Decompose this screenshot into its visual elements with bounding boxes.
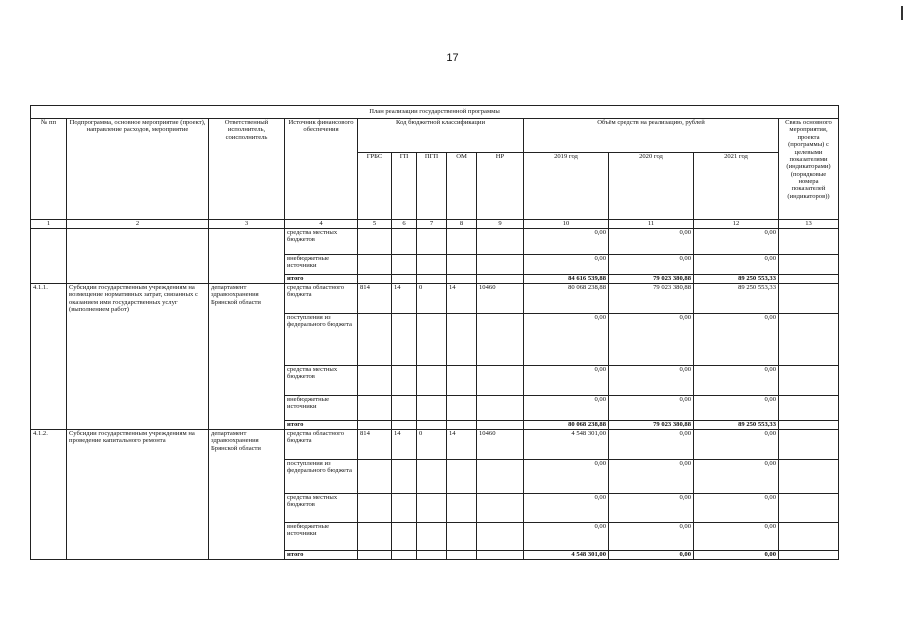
- source-cell: внебюджетные источники: [285, 523, 358, 551]
- table-row: [31, 229, 839, 255]
- code-nr: 10460: [477, 284, 524, 314]
- value-2019: 84 616 539,88: [524, 275, 609, 284]
- cell-empty: [358, 460, 392, 494]
- header-source: Источник финансового обеспечения: [285, 119, 358, 220]
- item-number: 4.1.1.: [31, 284, 67, 430]
- value-2019: 4 548 301,00: [524, 430, 609, 460]
- cell-empty: [417, 255, 447, 275]
- cell-empty: [447, 366, 477, 396]
- value-2019: 0,00: [524, 494, 609, 523]
- value-2021: 0,00: [694, 494, 779, 523]
- value-2020: 79 023 380,88: [609, 275, 694, 284]
- cell-empty: [779, 523, 839, 551]
- value-2021: 0,00: [694, 314, 779, 366]
- value-2020: 79 023 380,88: [609, 421, 694, 430]
- column-number: 1: [31, 220, 67, 229]
- value-2020: 0,00: [609, 460, 694, 494]
- code-grbs: 814: [358, 430, 392, 460]
- cell-empty: [447, 314, 477, 366]
- code-grbs: 814: [358, 284, 392, 314]
- cell-empty: [477, 229, 524, 255]
- subheader-2019: 2019 год: [524, 153, 609, 220]
- cell-empty: [477, 551, 524, 560]
- cell-empty: [447, 494, 477, 523]
- table-row: [31, 430, 839, 460]
- cell-empty: [447, 275, 477, 284]
- column-number: 7: [417, 220, 447, 229]
- table-title-row: [31, 106, 839, 119]
- cell-empty: [358, 275, 392, 284]
- cell-empty: [447, 551, 477, 560]
- cell-empty: [358, 523, 392, 551]
- value-2021: 0,00: [694, 430, 779, 460]
- subheader-gp: ГП: [392, 153, 417, 220]
- value-2021: 89 250 553,33: [694, 284, 779, 314]
- source-cell: итого: [285, 421, 358, 430]
- cell-empty: [358, 551, 392, 560]
- cell-empty: [392, 523, 417, 551]
- item-name: Субсидии государственным учреждениям на проведение капитального ремонта: [67, 430, 209, 560]
- cell-empty: [779, 284, 839, 314]
- subheader-om: ОМ: [447, 153, 477, 220]
- cell-empty: [779, 255, 839, 275]
- cell-empty: [779, 314, 839, 366]
- cell-empty: [447, 396, 477, 421]
- cell-empty: [392, 421, 417, 430]
- value-2021: 0,00: [694, 523, 779, 551]
- cell-empty: [392, 396, 417, 421]
- item-executor: департамент здравоохранения Брянской области: [209, 284, 285, 430]
- cell-empty: [447, 421, 477, 430]
- cell-empty: [209, 229, 285, 284]
- cell-empty: [447, 460, 477, 494]
- value-2019: 0,00: [524, 523, 609, 551]
- subheader-nr: НР: [477, 153, 524, 220]
- cell-empty: [417, 494, 447, 523]
- page-number: 17: [446, 52, 459, 64]
- cell-empty: [392, 366, 417, 396]
- code-pgp: 0: [417, 284, 447, 314]
- source-cell: средства областного бюджета: [285, 430, 358, 460]
- header-no: № пп: [31, 119, 67, 220]
- cell-empty: [779, 275, 839, 284]
- cell-empty: [477, 396, 524, 421]
- cell-empty: [779, 421, 839, 430]
- item-name: Субсидии государственным учреждениям на возмещение нормативных затрат, связанных с оказанием ими государственных услуг (выполнением работ): [67, 284, 209, 430]
- cell-empty: [477, 366, 524, 396]
- cell-empty: [477, 523, 524, 551]
- cell-empty: [358, 229, 392, 255]
- program-plan-table: [30, 105, 839, 560]
- value-2021: 0,00: [694, 551, 779, 560]
- cell-empty: [447, 229, 477, 255]
- value-2019: 0,00: [524, 396, 609, 421]
- cell-empty: [417, 229, 447, 255]
- column-number: 12: [694, 220, 779, 229]
- cell-empty: [417, 551, 447, 560]
- value-2020: 79 023 380,88: [609, 284, 694, 314]
- cell-empty: [392, 494, 417, 523]
- value-2020: 0,00: [609, 366, 694, 396]
- column-number: 8: [447, 220, 477, 229]
- cell-empty: [358, 494, 392, 523]
- value-2019: 4 548 301,00: [524, 551, 609, 560]
- subheader-grbs: ГРБС: [358, 153, 392, 220]
- cell-empty: [392, 460, 417, 494]
- cell-empty: [417, 421, 447, 430]
- value-2020: 0,00: [609, 551, 694, 560]
- column-number: 10: [524, 220, 609, 229]
- cell-empty: [477, 494, 524, 523]
- cell-empty: [477, 275, 524, 284]
- cell-empty: [447, 523, 477, 551]
- cell-empty: [392, 275, 417, 284]
- code-gp: 14: [392, 430, 417, 460]
- cell-empty: [358, 255, 392, 275]
- cell-empty: [477, 421, 524, 430]
- code-nr: 10460: [477, 430, 524, 460]
- value-2019: 0,00: [524, 460, 609, 494]
- subheader-2021: 2021 год: [694, 153, 779, 220]
- source-cell: внебюджетные источники: [285, 396, 358, 421]
- scan-edge-mark: [901, 6, 903, 20]
- cell-empty: [417, 460, 447, 494]
- cell-empty: [447, 255, 477, 275]
- header-name: Подпрограмма, основное мероприятие (проект), направление расходов, мероприятие: [67, 119, 209, 220]
- cell-empty: [477, 255, 524, 275]
- cell-empty: [779, 229, 839, 255]
- column-number: 3: [209, 220, 285, 229]
- cell-empty: [417, 396, 447, 421]
- source-cell: средства областного бюджета: [285, 284, 358, 314]
- column-number: 6: [392, 220, 417, 229]
- column-numbers-row: [31, 220, 839, 229]
- value-2021: 0,00: [694, 460, 779, 494]
- cell-empty: [477, 460, 524, 494]
- header-budget-code: Код бюджетной классификации: [358, 119, 524, 153]
- value-2019: 0,00: [524, 255, 609, 275]
- table-title: План реализации государственной программы: [31, 106, 839, 119]
- cell-empty: [358, 366, 392, 396]
- table-row: [31, 284, 839, 314]
- value-2019: 0,00: [524, 366, 609, 396]
- cell-empty: [779, 551, 839, 560]
- column-number: 9: [477, 220, 524, 229]
- cell-empty: [67, 229, 209, 284]
- cell-empty: [477, 314, 524, 366]
- cell-empty: [392, 551, 417, 560]
- source-cell: итого: [285, 275, 358, 284]
- cell-empty: [417, 275, 447, 284]
- value-2020: 0,00: [609, 255, 694, 275]
- cell-empty: [358, 396, 392, 421]
- cell-empty: [417, 314, 447, 366]
- source-cell: средства местных бюджетов: [285, 229, 358, 255]
- cell-empty: [779, 396, 839, 421]
- value-2020: 0,00: [609, 430, 694, 460]
- column-number: 13: [779, 220, 839, 229]
- cell-empty: [358, 314, 392, 366]
- subheader-2020: 2020 год: [609, 153, 694, 220]
- cell-empty: [392, 314, 417, 366]
- header-volume: Объём средств на реализацию, рублей: [524, 119, 779, 153]
- source-cell: итого: [285, 551, 358, 560]
- value-2019: 0,00: [524, 229, 609, 255]
- value-2020: 0,00: [609, 314, 694, 366]
- cell-empty: [779, 430, 839, 460]
- item-number: 4.1.2.: [31, 430, 67, 560]
- value-2020: 0,00: [609, 396, 694, 421]
- code-pgp: 0: [417, 430, 447, 460]
- value-2021: 0,00: [694, 255, 779, 275]
- value-2021: 0,00: [694, 396, 779, 421]
- value-2021: 0,00: [694, 366, 779, 396]
- column-number: 11: [609, 220, 694, 229]
- header-executor: Ответственный исполнитель, соисполнитель: [209, 119, 285, 220]
- value-2021: 89 250 553,33: [694, 275, 779, 284]
- cell-empty: [417, 366, 447, 396]
- cell-empty: [392, 229, 417, 255]
- code-om: 14: [447, 430, 477, 460]
- header-link: Связь основного мероприятия, проекта (программы) с целевыми показателями (индикаторами) (порядковые номера показателей (индикаторов)): [779, 119, 839, 220]
- cell-empty: [779, 460, 839, 494]
- column-number: 4: [285, 220, 358, 229]
- source-cell: поступления из федерального бюджета: [285, 314, 358, 366]
- subheader-pgp: ПГП: [417, 153, 447, 220]
- value-2019: 0,00: [524, 314, 609, 366]
- column-number: 5: [358, 220, 392, 229]
- source-cell: поступления из федерального бюджета: [285, 460, 358, 494]
- value-2019: 80 068 238,88: [524, 284, 609, 314]
- source-cell: средства местных бюджетов: [285, 366, 358, 396]
- column-number: 2: [67, 220, 209, 229]
- value-2020: 0,00: [609, 523, 694, 551]
- cell-empty: [417, 523, 447, 551]
- cell-empty: [358, 421, 392, 430]
- source-cell: средства местных бюджетов: [285, 494, 358, 523]
- header-row: [31, 119, 839, 153]
- cell-empty: [31, 229, 67, 284]
- source-cell: внебюджетные источники: [285, 255, 358, 275]
- value-2020: 0,00: [609, 229, 694, 255]
- item-executor: департамент здравоохранения Брянской области: [209, 430, 285, 560]
- cell-empty: [392, 255, 417, 275]
- code-gp: 14: [392, 284, 417, 314]
- value-2021: 89 250 553,33: [694, 421, 779, 430]
- cell-empty: [779, 366, 839, 396]
- cell-empty: [779, 494, 839, 523]
- code-om: 14: [447, 284, 477, 314]
- value-2021: 0,00: [694, 229, 779, 255]
- value-2019: 80 068 238,88: [524, 421, 609, 430]
- value-2020: 0,00: [609, 494, 694, 523]
